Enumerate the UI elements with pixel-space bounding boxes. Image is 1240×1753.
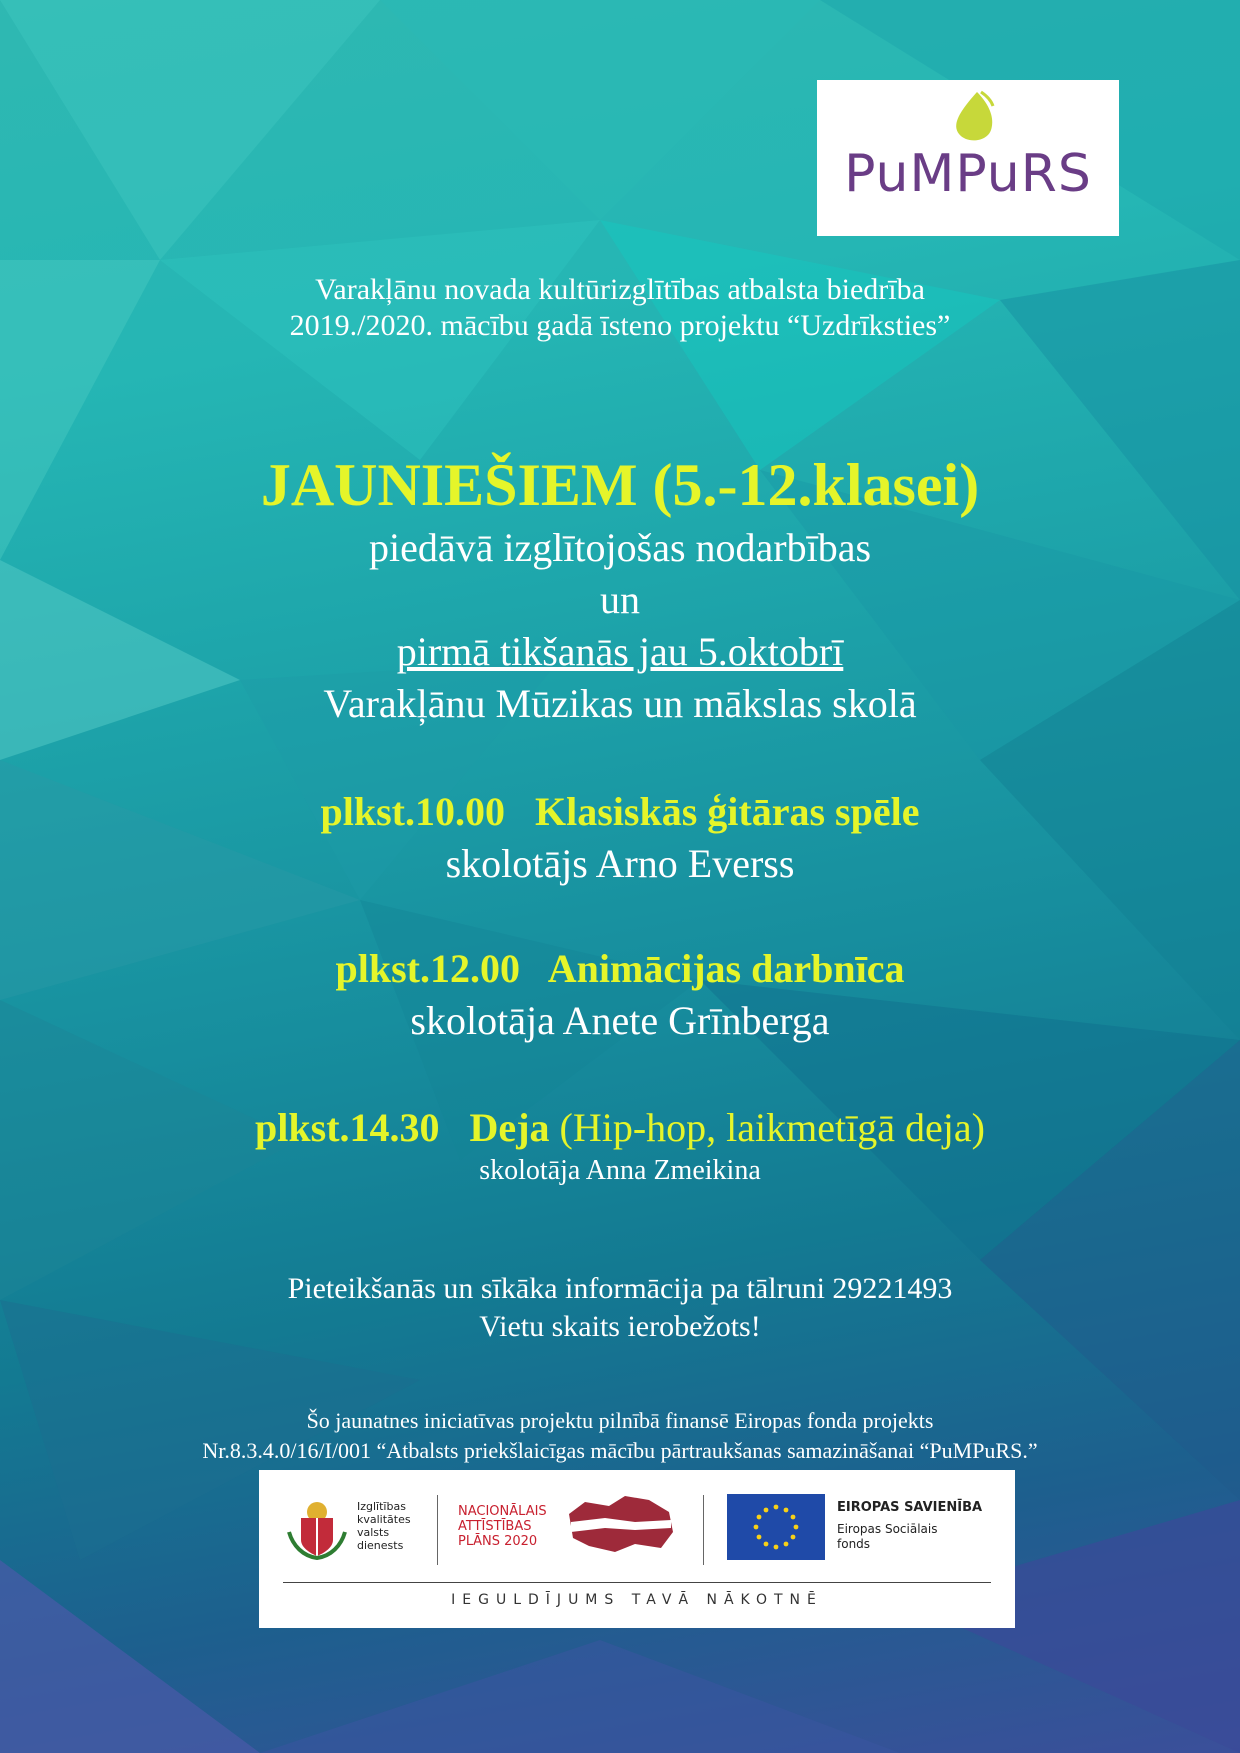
pumpurs-logo [817,80,1119,236]
activity-2 [0,943,1240,1047]
funding-line-1: Šo jaunatnes iniciatīvas projektu pilnībā finansē Eiropas fonda projekts [306,1408,934,1433]
header-line-2: 2019./2020. mācību gadā īsteno projektu “Uzdrīksties” [289,309,951,342]
eu-title: EIROPAS SAVIENĪBA [837,1500,983,1515]
ikvd-name: Izglītības kvalitātes valsts dienests [357,1500,411,1552]
activity-detail: (Hip-hop, laikmetīgā deja) [559,1105,985,1150]
page-title: JAUNIEŠIEM (5.-12.klasei) [260,452,980,518]
intro-line-1: piedāvā izglītojošas nodarbības [368,525,872,570]
header-line-1: Varakļānu novada kultūrizglītības atbalsta biedrība [315,273,925,306]
activity-time: plkst.14.30 [255,1105,440,1150]
contact-line: Pieteikšanās un sīkāka informācija pa tālruni 29221493 [287,1272,953,1305]
first-meeting-date: pirmā tikšanās jau 5.oktobrī [396,629,844,674]
activity-teacher: skolotāja Anna Zmeikina [479,1155,761,1186]
sponsor-footer [259,1470,1015,1628]
activity-teacher: skolotājs Arno Everss [445,841,795,886]
footer-divider [283,1582,991,1583]
nap-2020-label: NACIONĀLAIS ATTĪSTĪBAS PLĀNS 2020 [458,1504,547,1549]
intro-venue: Varakļānu Mūzikas un mākslas skolā [323,681,917,726]
leaf-drop-icon [947,90,997,146]
latvia-coat-of-arms-icon [283,1492,351,1562]
activity-name: Deja [469,1105,550,1150]
contact-info [0,1270,1240,1346]
activity-teacher: skolotāja Anete Grīnberga [410,998,830,1043]
esf-name: Eiropas Sociālais fonds [837,1522,938,1551]
activity-name: Animācijas darbnīca [547,946,905,991]
activity-time: plkst.12.00 [335,946,520,991]
activity-name: Klasiskās ģitāras spēle [535,789,920,834]
footer-motto: IEGULDĪJUMS TAVĀ NĀKOTNĒ [451,1592,823,1608]
funding-line-2: Nr.8.3.4.0/16/I/001 “Atbalsts priekšlaicīgas mācību pārtraukšanas samazināšanai “PuMPuRS.” [202,1438,1038,1463]
funding-note [0,1406,1240,1466]
seats-limited-note: Vietu skaits ierobežots! [479,1310,761,1343]
logo-text: PuMPuRS [844,144,1092,204]
intro-text [0,522,1240,730]
activity-3 [0,1102,1240,1188]
header-text [0,272,1240,344]
activity-time: plkst.10.00 [320,789,505,834]
activity-1 [0,786,1240,890]
eu-flag-icon [727,1494,825,1560]
latvia-map-flag-icon [565,1492,677,1554]
intro-line-2: un [600,577,640,622]
